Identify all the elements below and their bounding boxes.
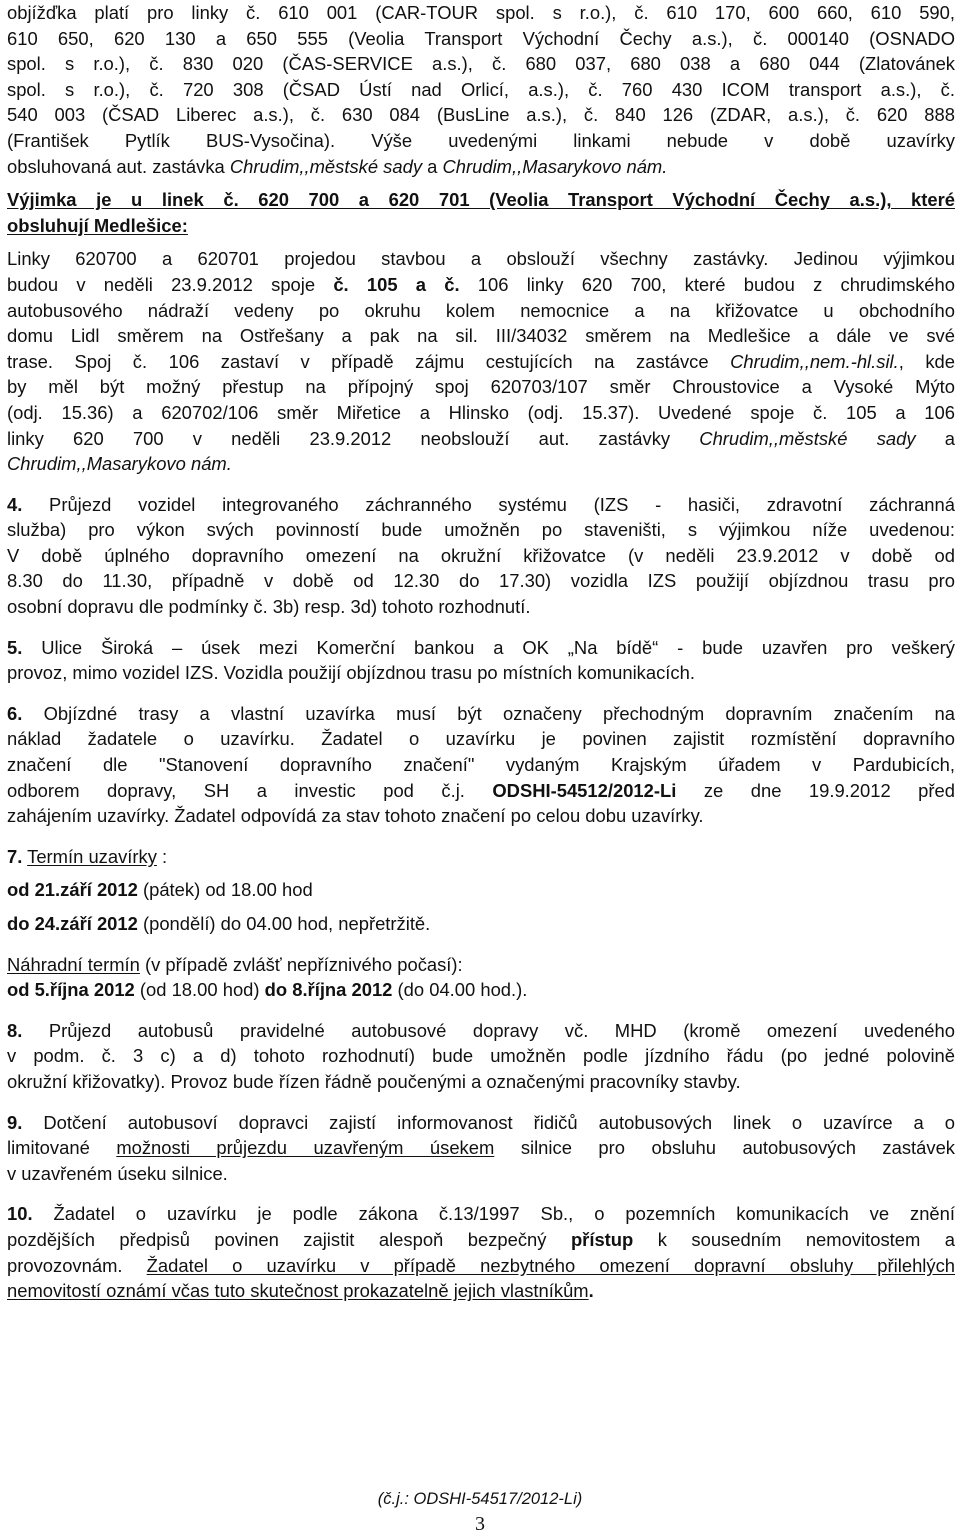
- text-line: 8.30 do 11.30, případně v době od 12.30 do 17.30) vozidla IZS použijí objízdnou trasu pro: [7, 570, 955, 592]
- text-line: 6. Objízdné trasy a vlastní uzavírka musí být označeny přechodným dopravním značením na: [7, 702, 955, 724]
- section-number: 8.: [7, 1019, 23, 1041]
- reference-number: ODSHI-54512/2012-Li: [492, 779, 677, 801]
- text-line: autobusového nádraží vedeny po okruhu kolem nemocnice a na křižovatce u obchodního: [7, 299, 955, 321]
- footer-reference: (č.j.: ODSHI-54517/2012-Li): [377, 1490, 583, 1508]
- text-line: domu Lidl směrem na Ostřešany a pak na sil. III/34032 směrem na Medlešice a dále ve své: [7, 325, 955, 347]
- section-number: 7.: [7, 845, 23, 867]
- intro-paragraph: [7, 0, 955, 179]
- text-line: pozdějších předpisů povinen zajistit alespoň bezpečný přístup k sousedním nemovitostem a: [7, 1228, 955, 1250]
- text-line: 7. Termín uzavírky :: [7, 845, 168, 867]
- text-line: obsluhovaná aut. zastávka Chrudim,,městské sady a Chrudim,,Masarykovo nám.: [7, 155, 668, 177]
- text-line: v uzavřeném úseku silnice.: [7, 1162, 228, 1184]
- text-line: objížďka platí pro linky č. 610 001 (CAR-TOUR spol. s r.o.), č. 610 170, 600 660, 610 590,: [7, 2, 955, 23]
- section-9: [7, 1110, 955, 1187]
- text-line: budou v neděli 23.9.2012 spoje č. 105 a č. 106 linky 620 700, které budou z chrudimského: [7, 273, 955, 295]
- text-line: 8. Průjezd autobusů pravidelné autobusové dopravy vč. MHD (kromě omezení uvedeného: [7, 1019, 955, 1041]
- text-line: v podm. č. 3 c) a d) tohoto rozhodnutí) bude umožněn podle jízdního řádu (po jedné polovině: [7, 1045, 955, 1067]
- section-number: 4.: [7, 493, 23, 515]
- section-number: 5.: [7, 636, 23, 658]
- text-line: linky 620 700 v neděli 23.9.2012 neobslouží aut. zastávky Chrudim,,městské sady a: [7, 427, 955, 449]
- section-10: [7, 1201, 955, 1303]
- text-line: 5. Ulice Široká – úsek mezi Komerční bankou a OK „Na bídě“ - bude uzavřen pro veškerý: [7, 636, 955, 658]
- text-line: V době úplného dopravního omezení na okružní křižovatce (v neděli 23.9.2012 v době od: [7, 544, 955, 566]
- section-4: [7, 492, 955, 620]
- section-7: [7, 844, 955, 1003]
- text-line: značení dle "Stanovení dopravního značení" vydaným Krajským úřadem v Pardubicích,: [7, 754, 955, 776]
- section-5: [7, 635, 955, 686]
- text-line: (odj. 15.36) a 620702/106 směr Miřetice a Hlinsko (odj. 15.37). Uvedené spoje č. 105 a 106: [7, 401, 955, 423]
- alt-term: Náhradní termín (v případě zvlášť nepříznivého počasí):: [7, 953, 463, 975]
- exception-heading: Výjimka je u linek č. 620 700 a 620 701 (Veolia Transport Východní Čechy a.s.), které: [7, 189, 955, 211]
- text-line: provoz, mimo vozidel IZS. Vozidla použijí objízdnou trasu po místních komunikacích.: [7, 662, 695, 684]
- stop-name: Chrudim,,Masarykovo nám.: [442, 155, 668, 177]
- alt-term-dates: od 5.října 2012 (od 18.00 hod) do 8.října 2012 (do 04.00 hod.).: [7, 979, 528, 1001]
- text-line: Linky 620700 a 620701 projedou stavbou a obslouží všechny zastávky. Jedinou výjimkou: [7, 248, 955, 270]
- section-number: 6.: [7, 702, 23, 724]
- page-number: 3: [475, 1513, 485, 1535]
- term-label: Termín uzavírky: [27, 845, 157, 867]
- section-8: [7, 1018, 955, 1095]
- document-page: [7, 0, 955, 1304]
- text-line: trase. Spoj č. 106 zastaví v případě zájmu cestujících na zastávce Chrudim,,nem.-hl.sil., kde: [7, 350, 955, 372]
- text-line: osobní dopravu dle podmínky č. 3b) resp. 3d) tohoto rozhodnutí.: [7, 596, 531, 618]
- stop-name: Chrudim,,Masarykovo nám.: [7, 453, 232, 475]
- exception-heading: obsluhují Medlešice:: [7, 214, 188, 236]
- text-line: nemovitostí oznámí včas tuto skutečnost prokazatelně jejich vlastníkům.: [7, 1280, 594, 1302]
- section-number: 10.: [7, 1203, 33, 1225]
- date-from: od 21.září 2012 (pátek) od 18.00 hod: [7, 879, 313, 901]
- text-line: by měl být možný přestup na přípojný spoj 620703/107 směr Chroustovice a Vysoké Mýto: [7, 376, 955, 398]
- text-line: provozovnám. Žadatel o uzavírku v případě nezbytného omezení dopravní obsluhy přilehlých: [7, 1254, 955, 1276]
- date-to: do 24.září 2012 (pondělí) do 04.00 hod, nepřetržitě.: [7, 913, 431, 934]
- text-line: [7, 451, 955, 477]
- text-line: 4. Průjezd vozidel integrovaného záchranného systému (IZS - hasiči, zdravotní záchranná: [7, 493, 955, 515]
- text-line: náklad žadatele o uzavírku. Žadatel o uzavírku je povinen zajistit rozmístění dopravního: [7, 728, 955, 750]
- text-line: 10. Žadatel o uzavírku je podle zákona č.13/1997 Sb., o pozemních komunikacích ve znění: [7, 1203, 955, 1225]
- text-line: okružní křižovatky). Provoz bude řízen řádně poučenými a označenými pracovníky stavby.: [7, 1070, 741, 1092]
- section-6: [7, 701, 955, 829]
- text-line: služba) pro výkon svých povinností bude umožněn po staveništi, s výjimkou níže uvedenou:: [7, 519, 955, 541]
- section-number: 9.: [7, 1111, 23, 1133]
- text-line: odborem dopravy, SH a investic pod č.j. ODSHI-54512/2012-Li ze dne 19.9.2012 před: [7, 779, 955, 801]
- text-line: zahájením uzavírky. Žadatel odpovídá za stav tohoto značení po celou dobu uzavírky.: [7, 805, 704, 827]
- text-line: 9. Dotčení autobusoví dopravci zajistí informovanost řidičů autobusových linek o uzavírce a o: [7, 1111, 955, 1133]
- stop-name: Chrudim,,nem.-hl.sil.: [730, 350, 899, 372]
- text-line: 540 003 (ČSAD Liberec a.s.), č. 630 084 (BusLine a.s.), č. 840 126 (ZDAR, a.s.), č. 620 888: [7, 104, 955, 126]
- stop-name: Chrudim,,městské sady: [229, 155, 423, 177]
- text-line: limitované možnosti průjezdu uzavřeným úsekem silnice pro obsluhu autobusových zastávek: [7, 1137, 956, 1159]
- text-line: spol. s r.o.), č. 720 308 (ČSAD Ústí nad Orlicí, a.s.), č. 760 430 ICOM transport a.s.), č.: [7, 78, 955, 100]
- text-line: spol. s r.o.), č. 830 020 (ČAS-SERVICE a.s.), č. 680 037, 680 038 a 680 044 (Zlatovánek: [7, 53, 955, 75]
- text-line: (František Pytlík BUS-Vysočina). Výše uvedenými linkami nebude v době uzavírky: [7, 129, 955, 151]
- exception-section: [7, 187, 955, 477]
- stop-name: Chrudim,,městské sady: [699, 427, 916, 449]
- text-line: 610 650, 620 130 a 650 555 (Veolia Transport Východní Čechy a.s.), č. 000140 (OSNADO: [7, 27, 955, 49]
